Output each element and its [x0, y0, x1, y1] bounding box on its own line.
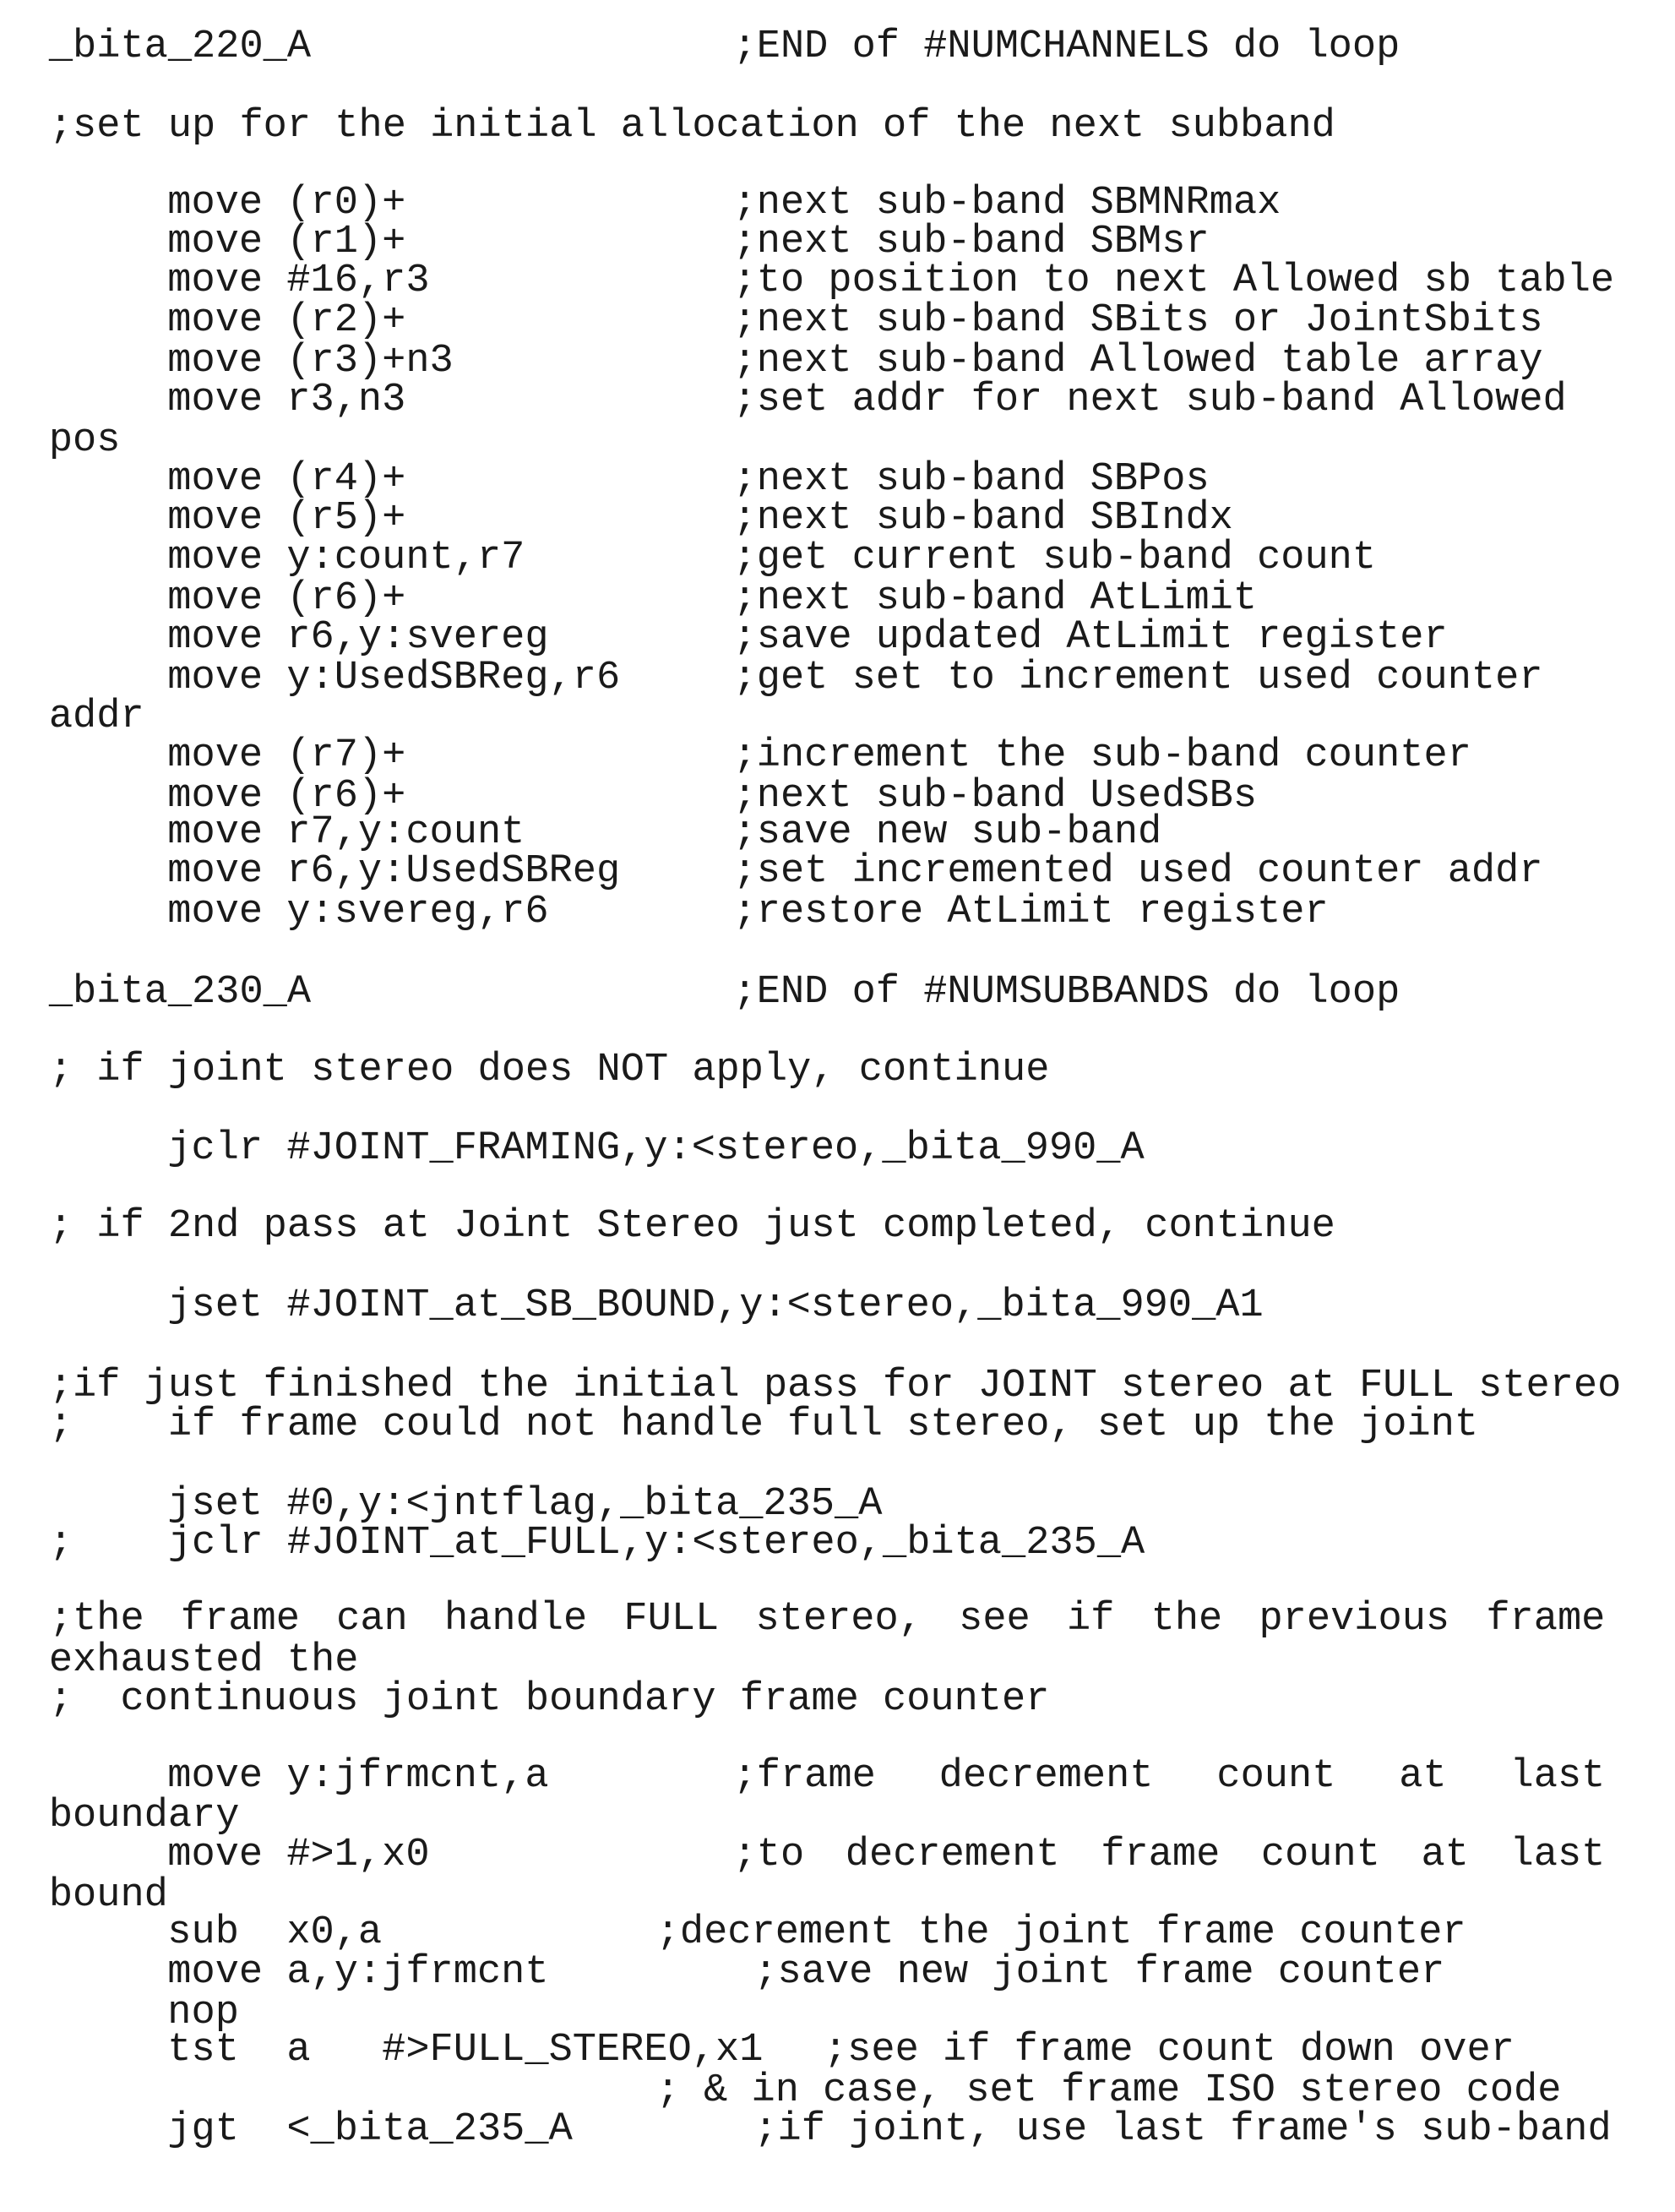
code-comment: ;next sub-band AtLimit	[733, 578, 1258, 620]
code-line: ; if 2nd pass at Joint Stereo just completed, continue	[49, 1206, 1335, 1248]
code-comment: ;END of #NUMCHANNELS do loop	[733, 26, 1400, 68]
code-comment: ;next sub-band SBMsr	[733, 221, 1210, 264]
code-line: jset #0,y:<jntflag,_bita_235_A	[167, 1484, 882, 1526]
code-comment: ;get current sub-band count	[733, 537, 1377, 580]
code-line: ; if frame could not handle full stereo, set up the joint	[49, 1404, 1478, 1447]
code-line: move y:jfrmcnt,a	[167, 1756, 548, 1798]
code-line: jclr #JOINT_FRAMING,y:<stereo,_bita_990_A	[167, 1128, 1144, 1170]
code-comment: ;set addr for next sub-band Allowed	[733, 379, 1567, 422]
code-line: sub x0,a	[167, 1912, 382, 1954]
code-comment: ;frame decrement count at last	[733, 1756, 1606, 1798]
code-comment: ;save new sub-band	[733, 812, 1162, 854]
code-comment: ;next sub-band Allowed table array	[733, 341, 1543, 383]
code-line: ; jclr #JOINT_at_FULL,y:<stereo,_bita_235_A	[49, 1523, 1145, 1565]
code-line: move a,y:jfrmcnt	[167, 1952, 548, 1994]
code-comment: ;save new joint frame counter	[753, 1952, 1444, 1994]
code-line: exhausted the	[49, 1640, 359, 1682]
code-line: move r7,y:count	[167, 812, 525, 854]
code-comment: ;next sub-band SBits or JointSbits	[733, 300, 1543, 342]
code-line: jset #JOINT_at_SB_BOUND,y:<stereo,_bita_990_A1	[167, 1285, 1263, 1327]
code-line: move (r6)+	[167, 578, 405, 620]
code-line: move (r2)+	[167, 300, 405, 342]
code-line: nop	[167, 1992, 239, 2035]
code-comment: ;if joint, use last frame's sub-band	[753, 2109, 1611, 2151]
code-comment: ;restore AtLimit register	[733, 891, 1329, 934]
code-line: tst a #>FULL_STEREO,x1	[167, 2029, 763, 2072]
code-line: boundary	[49, 1795, 240, 1838]
code-comment: ;next sub-band SBPos	[733, 459, 1210, 501]
code-line: ;set up for the initial allocation of the next subband	[49, 106, 1335, 148]
code-line: addr	[49, 696, 144, 738]
code-comment: ;see if frame count down over	[824, 2029, 1515, 2072]
code-line: move #>1,x0	[167, 1834, 429, 1877]
code-line: ;the frame can handle FULL stereo, see if the previous frame	[49, 1599, 1606, 1641]
code-line: _bita_230_A	[49, 972, 311, 1014]
code-comment: ;END of #NUMSUBBANDS do loop	[733, 972, 1400, 1014]
code-comment: ;increment the sub-band counter	[733, 735, 1471, 777]
code-line: ; continuous joint boundary frame counter	[49, 1679, 1050, 1721]
code-comment: ;to decrement frame count at last	[733, 1834, 1606, 1877]
code-line: move (r4)+	[167, 459, 405, 501]
code-line: move #16,r3	[167, 260, 429, 302]
code-line: ;if just finished the initial pass for JOINT stereo at FULL stereo	[49, 1365, 1622, 1408]
code-comment: ; & in case, set frame ISO stereo code	[656, 2070, 1562, 2112]
code-line: move r6,y:UsedSBReg	[167, 851, 620, 893]
code-line: bound	[49, 1875, 168, 1917]
code-line: move (r0)+	[167, 183, 405, 225]
code-comment: ;next sub-band SBMNRmax	[733, 183, 1281, 225]
code-line: _bita_220_A	[49, 26, 311, 68]
code-line: jgt <_bita_235_A	[167, 2109, 572, 2151]
code-line: move y:svereg,r6	[167, 891, 548, 934]
code-line: move y:UsedSBReg,r6	[167, 657, 620, 700]
code-line: move (r3)+n3	[167, 341, 453, 383]
code-line: move (r5)+	[167, 498, 405, 540]
code-line: move r3,n3	[167, 379, 405, 422]
code-line: pos	[49, 420, 121, 462]
code-comment: ;next sub-band UsedSBs	[733, 776, 1258, 818]
code-comment: ;next sub-band SBIndx	[733, 498, 1233, 540]
code-comment: ;get set to increment used counter	[733, 657, 1543, 700]
code-line: move (r6)+	[167, 776, 405, 818]
code-line: ; if joint stereo does NOT apply, continue	[49, 1049, 1050, 1092]
code-comment: ;to position to next Allowed sb table	[733, 260, 1615, 302]
code-comment: ;decrement the joint frame counter	[656, 1912, 1466, 1954]
code-line: move (r1)+	[167, 221, 405, 264]
code-comment: ;set incremented used counter addr	[733, 851, 1543, 893]
code-line: move y:count,r7	[167, 537, 525, 580]
code-line: move (r7)+	[167, 735, 405, 777]
code-comment: ;save updated AtLimit register	[733, 617, 1448, 659]
code-line: move r6,y:svereg	[167, 617, 548, 659]
